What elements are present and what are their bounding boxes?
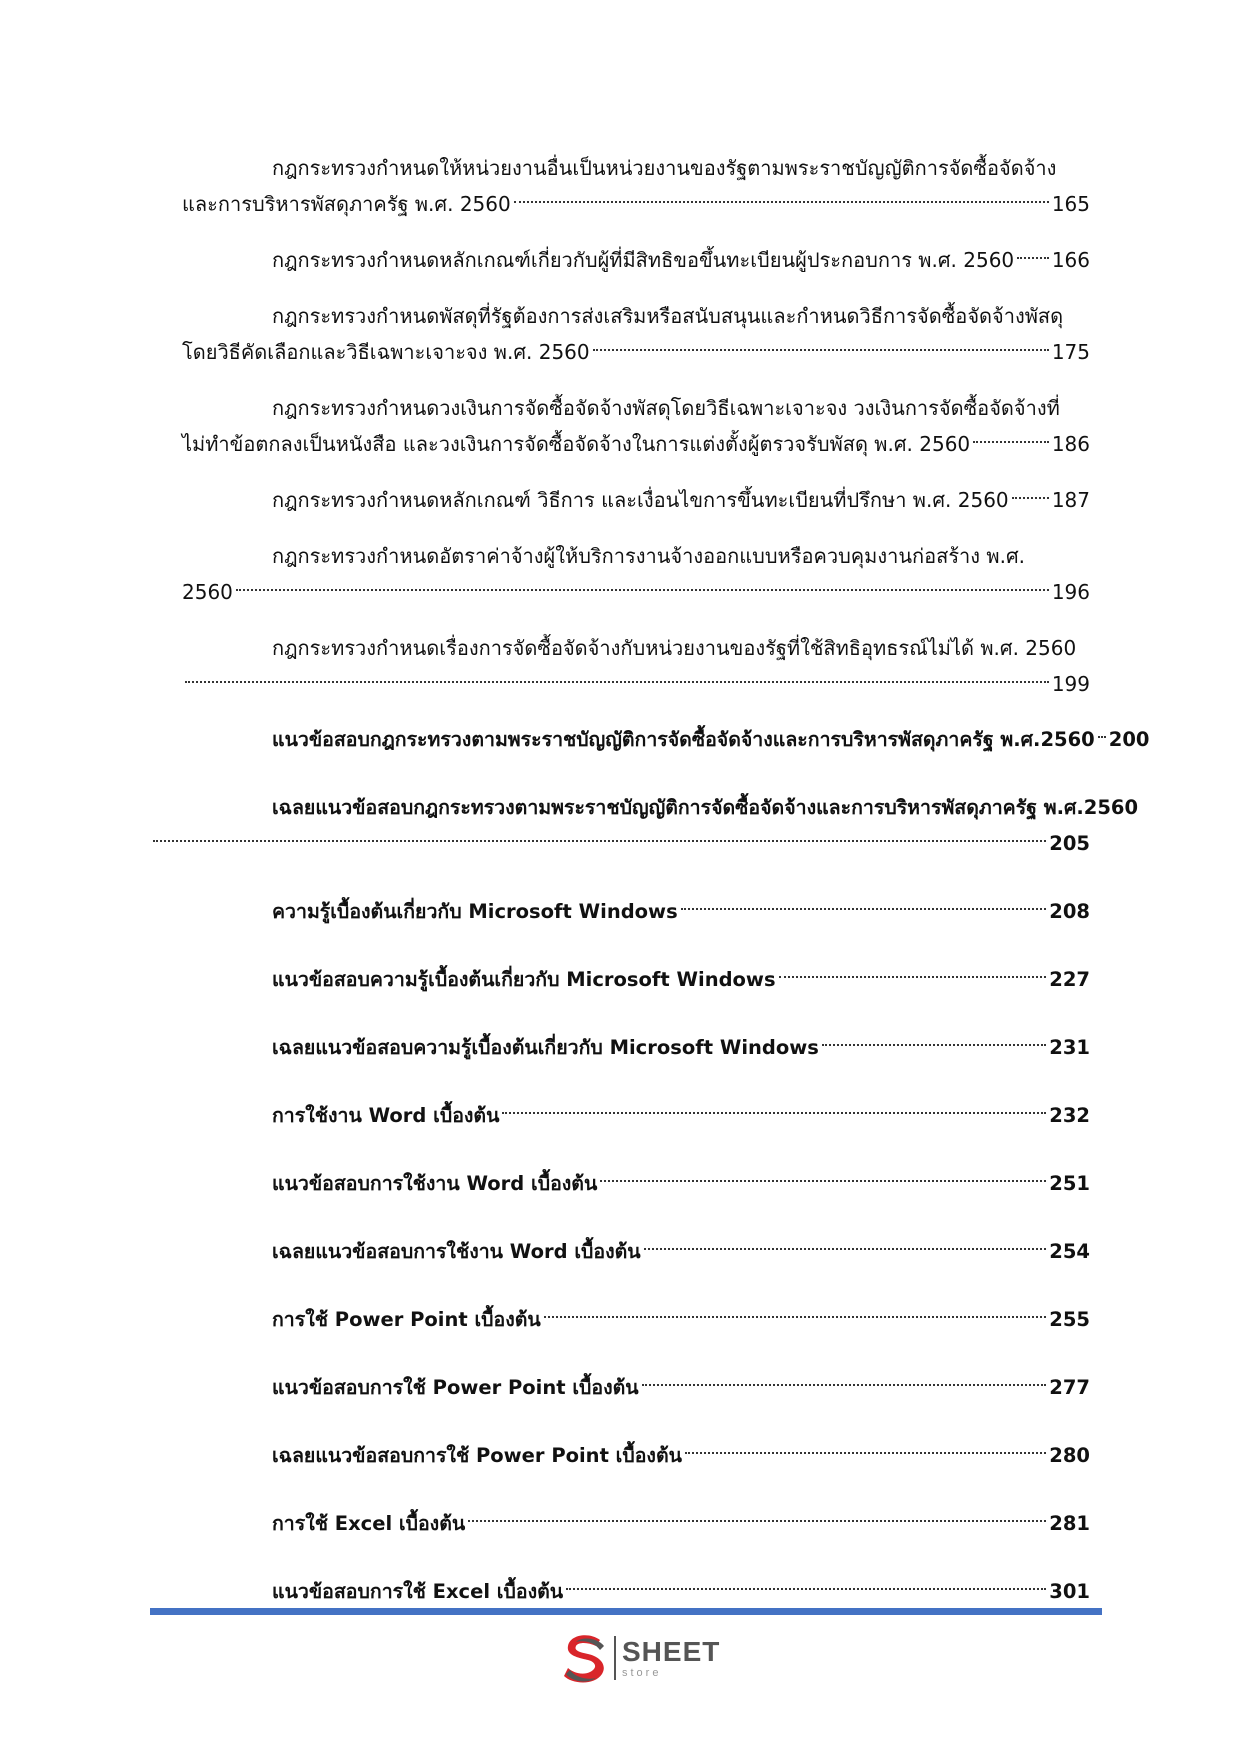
toc-entry-line (150, 1506, 1090, 1542)
toc-entry[interactable] (150, 1506, 1090, 1542)
toc-page-number: 186 (1051, 432, 1090, 456)
toc-entry-text: กฎกระทรวงกำหนดวงเงินการจัดซื้อจัดจ้างพัสดุโดยวิธีเฉพาะเจาะจง วงเงินการจัดซื้อจัดจ้างที่ (272, 396, 1060, 420)
dot-leader (593, 349, 1049, 351)
toc-entry[interactable] (150, 1098, 1090, 1134)
logo-text (622, 1635, 721, 1679)
toc-entry-line (150, 574, 1090, 610)
toc-page-number: 187 (1051, 488, 1090, 512)
toc-page-number: 175 (1051, 340, 1090, 364)
toc-entry[interactable] (150, 722, 1150, 758)
toc-entry-line (150, 334, 1090, 370)
toc-entry[interactable] (150, 242, 1090, 278)
dot-leader (1098, 736, 1106, 738)
toc-entry-line (150, 630, 1090, 666)
toc-page-number: 281 (1049, 1512, 1090, 1535)
toc-entry-text: กฎกระทรวงกำหนดหลักเกณฑ์ วิธีการ และเงื่อนไขการขึ้นทะเบียนที่ปรึกษา พ.ศ. 2560 (272, 488, 1009, 512)
toc-page-number: 254 (1049, 1240, 1090, 1263)
dot-leader (185, 681, 1049, 683)
dot-leader (468, 1520, 1046, 1522)
toc-entry-line (150, 826, 1090, 862)
toc-entry-line (150, 1030, 1090, 1066)
toc-entry-text: กฎกระทรวงกำหนดพัสดุที่รัฐต้องการส่งเสริมหรือสนับสนุนและกำหนดวิธีการจัดซื้อจัดจ้างพัสดุ (272, 304, 1064, 328)
toc-entry-text: แนวข้อสอบการใช้ Excel เบื้องต้น (272, 1580, 564, 1603)
toc-page-number: 251 (1049, 1172, 1090, 1195)
toc-entry-line (150, 1438, 1090, 1474)
logo-divider (614, 1636, 616, 1680)
dot-leader (642, 1384, 1047, 1386)
toc-entry-text: 2560 (182, 580, 233, 604)
toc-entry-text: กฎกระทรวงกำหนดเรื่องการจัดซื้อจัดจ้างกับหน่วยงานของรัฐที่ใช้สิทธิอุทธรณ์ไม่ได้ พ.ศ. 2560 (272, 636, 1077, 660)
toc-entry-text: เฉลยแนวข้อสอบการใช้ Power Point เบื้องต้น (272, 1444, 682, 1467)
footer-divider (150, 1608, 1102, 1615)
toc-entry-line (150, 390, 1090, 426)
toc-entry-text: เฉลยแนวข้อสอบกฎกระทรวงตามพระราชบัญญัติการจัดซื้อจัดจ้างและการบริหารพัสดุภาครัฐ พ.ศ.2560 (272, 796, 1139, 819)
toc-entry-line (150, 894, 1090, 930)
dot-leader (779, 976, 1047, 978)
logo-word: SHEET (622, 1635, 721, 1667)
toc-entry-line (150, 426, 1090, 462)
toc-entry-line (150, 298, 1090, 334)
toc-entry[interactable] (150, 1302, 1090, 1338)
toc-page-number: 227 (1049, 968, 1090, 991)
toc-entry-line (150, 538, 1090, 574)
toc-entry-line (150, 666, 1090, 702)
footer-logo (560, 1630, 720, 1686)
toc-entry[interactable] (150, 150, 1090, 222)
toc-page-number: 231 (1049, 1036, 1090, 1059)
dot-leader (514, 201, 1049, 203)
toc-entry-line (150, 1302, 1090, 1338)
toc-entry-text: เฉลยแนวข้อสอบการใช้งาน Word เบื้องต้น (272, 1240, 641, 1263)
toc-entry-text: การใช้ Excel เบื้องต้น (272, 1512, 466, 1535)
toc-page-number: 280 (1049, 1444, 1090, 1467)
toc-entry-line (150, 790, 1139, 826)
dot-leader (236, 589, 1049, 591)
dot-leader (681, 908, 1047, 910)
toc-entry-text: ความรู้เบื้องต้นเกี่ยวกับ Microsoft Windows (272, 900, 678, 923)
toc-entry-line (150, 1098, 1090, 1134)
toc-page-number: 277 (1049, 1376, 1090, 1399)
dot-leader (644, 1248, 1047, 1250)
toc-entry-text: และการบริหารพัสดุภาครัฐ พ.ศ. 2560 (182, 192, 511, 216)
toc-entry-text: กฎกระทรวงกำหนดหลักเกณฑ์เกี่ยวกับผู้ที่มีสิทธิขอขึ้นทะเบียนผู้ประกอบการ พ.ศ. 2560 (272, 248, 1015, 272)
toc-entry[interactable] (150, 1438, 1090, 1474)
toc-page-number: 255 (1049, 1308, 1090, 1331)
toc-entry-line (150, 1234, 1090, 1270)
toc-entry-text: แนวข้อสอบการใช้ Power Point เบื้องต้น (272, 1376, 639, 1399)
toc-page-number: 208 (1049, 900, 1090, 923)
toc-entry-text: แนวข้อสอบการใช้งาน Word เบื้องต้น (272, 1172, 598, 1195)
toc-entry[interactable] (150, 962, 1090, 998)
toc-entry-line (150, 1166, 1090, 1202)
dot-leader (685, 1452, 1046, 1454)
sheet-store-logo-icon (560, 1632, 608, 1684)
toc-page-number: 196 (1051, 580, 1090, 604)
toc-entry[interactable] (150, 1370, 1090, 1406)
toc-entry-text: แนวข้อสอบความรู้เบื้องต้นเกี่ยวกับ Microsoft Windows (272, 968, 776, 991)
toc-entry-text: แนวข้อสอบกฎกระทรวงตามพระราชบัญญัติการจัดซื้อจัดจ้างและการบริหารพัสดุภาครัฐ พ.ศ.2560 (272, 728, 1095, 751)
toc-entry[interactable] (150, 482, 1090, 518)
toc-entry-line (150, 1574, 1090, 1610)
toc-page-number: 301 (1049, 1580, 1090, 1603)
toc-entry[interactable] (150, 790, 1139, 862)
toc-entry[interactable] (150, 298, 1090, 370)
toc-entry[interactable] (150, 894, 1090, 930)
toc-entry-line (150, 150, 1090, 186)
dot-leader (1017, 257, 1049, 259)
dot-leader (822, 1044, 1046, 1046)
toc-entry[interactable] (150, 1574, 1090, 1610)
toc-entry[interactable] (150, 1166, 1090, 1202)
dot-leader (973, 441, 1049, 443)
dot-leader (502, 1112, 1046, 1114)
toc-entry-line (150, 242, 1090, 278)
toc-entry[interactable] (150, 630, 1090, 702)
table-of-contents (150, 150, 1150, 1642)
toc-entry[interactable] (150, 538, 1090, 610)
toc-page-number: 165 (1051, 192, 1090, 216)
toc-page-number: 200 (1108, 728, 1150, 751)
toc-entry-text: กฎกระทรวงกำหนดให้หน่วยงานอื่นเป็นหน่วยงานของรัฐตามพระราชบัญญัติการจัดซื้อจัดจ้าง (272, 156, 1057, 180)
toc-entry-line (150, 186, 1090, 222)
toc-entry[interactable] (150, 390, 1090, 462)
toc-entry-line (150, 962, 1090, 998)
toc-entry-text: โดยวิธีคัดเลือกและวิธีเฉพาะเจาะจง พ.ศ. 2560 (182, 340, 590, 364)
dot-leader (153, 840, 1046, 842)
dot-leader (1012, 497, 1049, 499)
toc-entry-line (150, 482, 1090, 518)
dot-leader (544, 1316, 1047, 1318)
toc-entry-text: ไม่ทำข้อตกลงเป็นหนังสือ และวงเงินการจัดซื้อจัดจ้างในการแต่งตั้งผู้ตรวจรับพัสดุ พ.ศ. 2560 (182, 432, 971, 456)
dot-leader (600, 1180, 1046, 1182)
toc-page-number: 205 (1049, 832, 1090, 855)
toc-entry-line (150, 1370, 1090, 1406)
toc-entry[interactable] (150, 1030, 1090, 1066)
toc-entry-text: การใช้งาน Word เบื้องต้น (272, 1104, 500, 1127)
toc-page-number: 232 (1049, 1104, 1090, 1127)
toc-entry[interactable] (150, 1234, 1090, 1270)
toc-entry-line (150, 722, 1150, 758)
toc-entry-text: กฎกระทรวงกำหนดอัตราค่าจ้างผู้ให้บริการงานจ้างออกแบบหรือควบคุมงานก่อสร้าง พ.ศ. (272, 544, 1026, 568)
toc-entry-text: เฉลยแนวข้อสอบความรู้เบื้องต้นเกี่ยวกับ Microsoft Windows (272, 1036, 819, 1059)
toc-page-number: 199 (1051, 672, 1090, 696)
dot-leader (566, 1588, 1046, 1590)
toc-entry-text: การใช้ Power Point เบื้องต้น (272, 1308, 541, 1331)
toc-page-number: 166 (1051, 248, 1090, 272)
logo-subtitle: store (622, 1666, 662, 1679)
